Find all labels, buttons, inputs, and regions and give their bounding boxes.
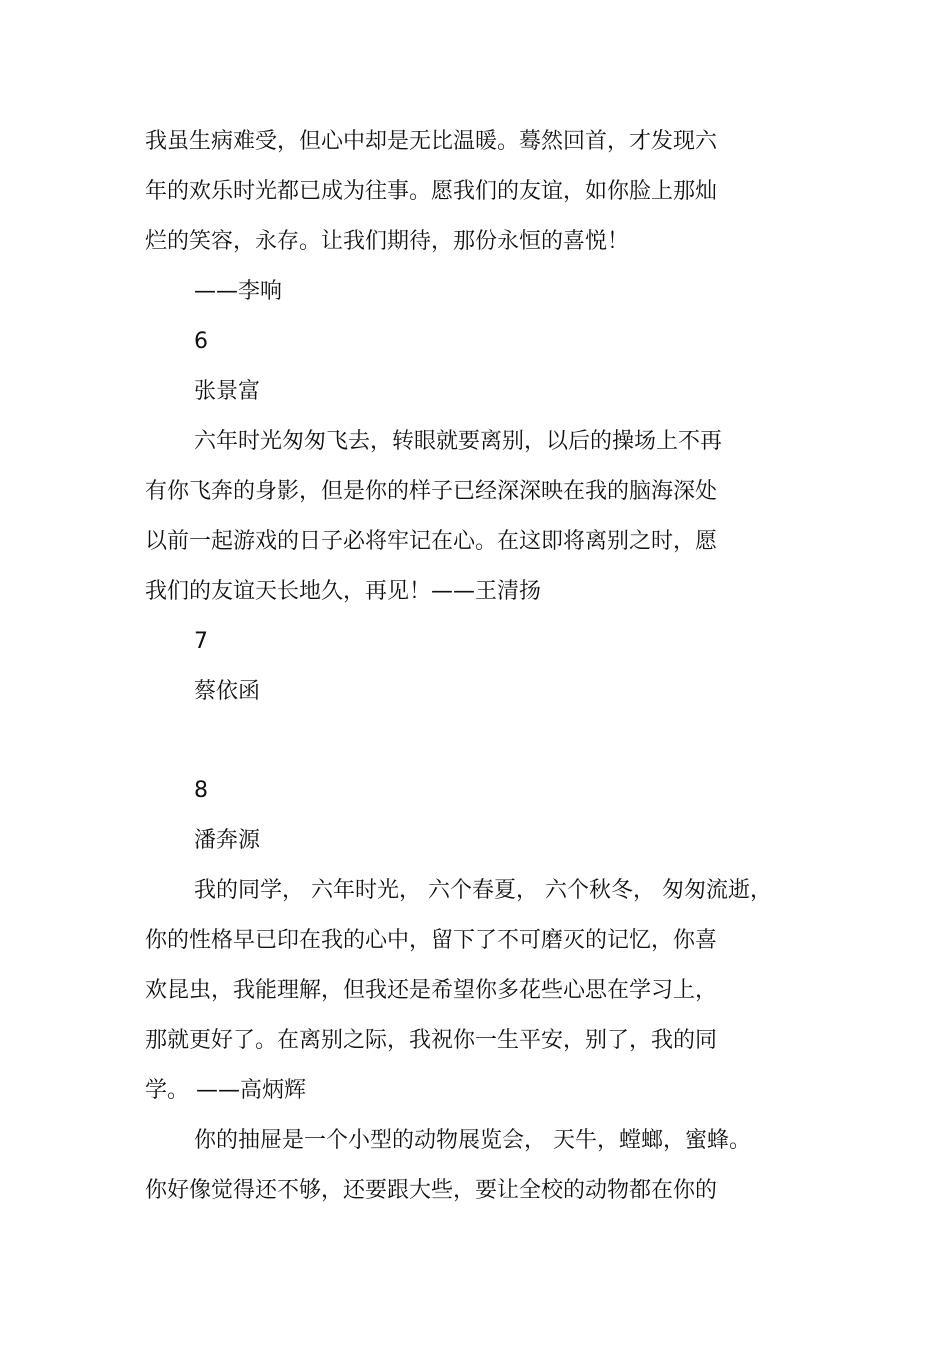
entry-number: 8 [194,778,208,803]
paragraph-line: 我虽生病难受，但心中却是无比温暖。蓦然回首，才发现六 [145,129,718,154]
paragraph-line: 你的抽屉是一个小型的动物展览会， 天牛，螳螂，蜜蜂。 [194,1128,751,1153]
paragraph-line: 年的欢乐时光都已成为往事。愿我们的友谊，如你脸上那灿 [145,179,718,204]
paragraph-line: 六年时光匆匆飞去，转眼就要离别，以后的操场上不再 [194,429,723,454]
paragraph-line: 我们的友谊天长地久，再见！——王清扬 [145,579,542,604]
student-name: 蔡依函 [194,679,261,704]
student-name: 潘奔源 [194,828,261,853]
paragraph-line: 有你飞奔的身影，但是你的样子已经深深映在我的脑海深处 [145,479,718,504]
paragraph-line: 我的同学， 六年时光， 六个春夏， 六个秋冬， 匆匆流逝， [194,878,772,903]
paragraph-line: 你好像觉得还不够，还要跟大些，要让全校的动物都在你的 [145,1178,718,1203]
paragraph-line: 以前一起游戏的日子必将牢记在心。在这即将离别之时，愿 [145,529,718,554]
paragraph-line: 欢昆虫，我能理解，但我还是希望你多花些心思在学习上， [145,978,718,1003]
signature-line: ——李响 [194,279,283,304]
paragraph-line: 你的性格早已印在我的心中，留下了不可磨灭的记忆，你喜 [145,928,718,953]
paragraph-line: 那就更好了。在离别之际，我祝你一生平安，别了，我的同 [145,1028,718,1053]
paragraph-line: 烂的笑容，永存。让我们期待，那份永恒的喜悦！ [145,229,630,254]
entry-number: 6 [194,329,208,354]
paragraph-line: 学。 ——高炳辉 [145,1078,306,1103]
entry-number: 7 [194,629,208,654]
student-name: 张景富 [194,379,261,404]
